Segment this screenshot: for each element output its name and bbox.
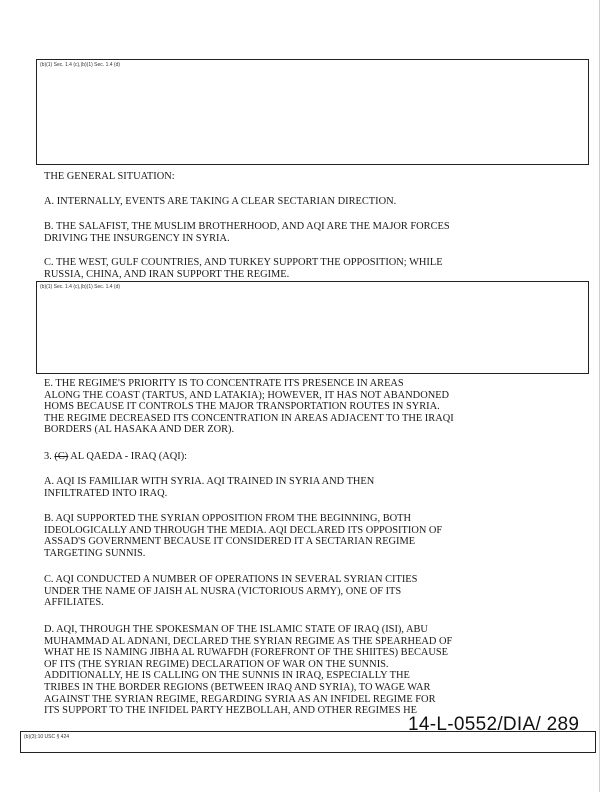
paragraph-3b: B. AQI SUPPORTED THE SYRIAN OPPOSITION FROM THE BEGINNING, BOTH IDEOLOGICALLY AND THROUGH THE MEDIA. AQI DECLARED ITS OPPOSITION OF ASSAD'S GOVERNMENT BECAUSE IT CONSIDERED IT A SECTARIAN REGIME TARGETING SUNNIS. xyxy=(44,513,443,559)
paragraph-b: B. THE SALAFIST, THE MUSLIM BROTHERHOOD, AND AQI ARE THE MAJOR FORCES DRIVING THE INSURGENCY IN SYRIA. xyxy=(44,221,450,244)
paragraph-3d: D. AQI, THROUGH THE SPOKESMAN OF THE ISLAMIC STATE OF IRAQ (ISI), ABU MUHAMMAD AL ADNANI, DECLARED THE SYRIAN REGIME AS THE SPEARHEAD OF WHAT HE IS NAMING JIBHA AL RUWAFDH (FOREFRONT OF THE SHIITES) BECAUSE OF ITS (THE SYRIAN REGIME) DECLARATION OF WAR ON THE SUNNIS. ADDITIONALLY, HE IS CALLING ON THE SUNNIS IN IRAQ, ESPECIALLY THE TRIBES IN THE BORDER REGIONS (BETWEEN IRAQ AND SYRIA), TO WAGE WAR AGAINST THE SYRIAN REGIME, REGARDING SYRIA AS AN INFIDEL REGIME FOR ITS SUPPORT TO THE INFIDEL PARTY HEZBOLLAH, AND OTHER REGIMES HE xyxy=(44,624,453,717)
section-heading: THE GENERAL SITUATION: xyxy=(44,171,175,182)
redaction-label: (b)(1) Sec. 1.4 (c),(b)(1) Sec. 1.4 (d) xyxy=(40,284,121,290)
section-3-heading: 3. (C) AL QAEDA - IRAQ (AQI): xyxy=(44,451,188,462)
redaction-box-top xyxy=(36,59,589,165)
paragraph-a: A. INTERNALLY, EVENTS ARE TAKING A CLEAR SECTARIAN DIRECTION. xyxy=(44,196,397,207)
document-number: 14-L-0552/DIA/ 289 xyxy=(408,714,580,735)
redaction-box-middle xyxy=(36,281,589,374)
redaction-label: (b)(1) Sec. 1.4 (c),(b)(1) Sec. 1.4 (d) xyxy=(40,62,121,68)
paragraph-e: E. THE REGIME'S PRIORITY IS TO CONCENTRATE ITS PRESENCE IN AREAS ALONG THE COAST (TARTUS, AND LATAKIA); HOWEVER, IT HAS NOT ABANDONED HOMS BECAUSE IT CONTROLS THE MAJOR TRANSPORTATION ROUTES IN SYRIA. THE REGIME DECREASED ITS CONCENTRATION IN AREAS ADJACENT TO THE IRAQI BORDERS (AL HASAKA AND DER ZOR). xyxy=(44,378,454,436)
paragraph-c: C. THE WEST, GULF COUNTRIES, AND TURKEY SUPPORT THE OPPOSITION; WHILE RUSSIA, CHINA, AND IRAN SUPPORT THE REGIME. xyxy=(44,257,443,280)
redaction-box-footer xyxy=(20,731,596,753)
page-edge-line xyxy=(599,0,600,792)
paragraph-3a: A. AQI IS FAMILIAR WITH SYRIA. AQI TRAINED IN SYRIA AND THEN INFILTRATED INTO IRAQ. xyxy=(44,476,375,499)
redaction-label: (b)(3):10 USC § 424 xyxy=(24,734,70,740)
paragraph-3c: C. AQI CONDUCTED A NUMBER OF OPERATIONS IN SEVERAL SYRIAN CITIES UNDER THE NAME OF JAISH AL NUSRA (VICTORIOUS ARMY), ONE OF ITS AFFILIATES. xyxy=(44,574,418,609)
